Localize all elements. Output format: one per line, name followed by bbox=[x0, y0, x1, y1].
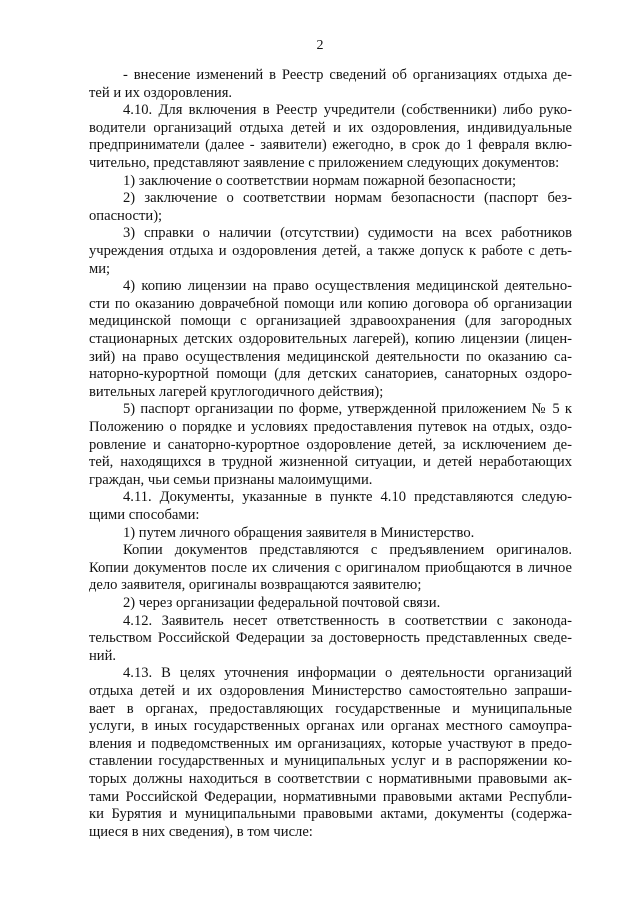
text-line: сти по оказанию доврачебной помощи или копию договора об организации bbox=[89, 295, 572, 312]
text-line: 4.13. В целях уточнения информации о деятельности организаций bbox=[123, 665, 572, 682]
text-line: торых должны находиться в соответствии с нормативными правовыми ак- bbox=[89, 771, 572, 787]
text-line: 4) копию лицензии на право осуществления медицинской деятельно- bbox=[123, 278, 572, 295]
page-number: 2 bbox=[316, 38, 324, 53]
text-line: чительно, представляют заявление с приложением следующих документов: bbox=[89, 155, 560, 171]
text-line: медицинской помощи с организацией здравоохранения (для загородных bbox=[89, 313, 572, 330]
text-line: стационарных детских оздоровительных лагерей), копию лицензии (лицен- bbox=[89, 331, 572, 347]
text-line: - внесение изменений в Реестр сведений об организациях отдыха де- bbox=[123, 67, 572, 83]
text-line: зий) на право осуществления медицинской деятельности по оказанию са- bbox=[89, 348, 572, 365]
text-line: 2) через организации федеральной почтовой связи. bbox=[123, 595, 441, 611]
text-line: учреждения отдыха и оздоровления детей, а также допуск к работе с деть- bbox=[89, 243, 572, 259]
text-line: предприниматели (далее - заявители) ежегодно, в срок до 1 февраля вклю- bbox=[89, 137, 572, 154]
text-line: ми; bbox=[89, 260, 111, 277]
text-line: тельством Российской Федерации за достоверность представленных сведе- bbox=[89, 630, 572, 647]
text-line: отдыха детей и их оздоровления Министерство самостоятельно запраши- bbox=[89, 683, 572, 699]
text-line: 1) заключение о соответствии нормам пожарной безопасности; bbox=[123, 172, 517, 189]
text-line: щиеся в них сведения), в том числе: bbox=[89, 823, 313, 840]
text-line: Копии документов представляются с предъявлением оригиналов. bbox=[123, 542, 572, 559]
text-line: 3) справки о наличии (отсутствии) судимости на всех работников bbox=[123, 225, 572, 242]
text-line: тей, находящихся в трудной жизненной ситуации, и детей неработающих bbox=[89, 454, 572, 471]
text-line: 4.10. Для включения в Реестр учредители (собственники) либо руко- bbox=[123, 102, 572, 119]
text-line: ровление и санаторно-курортное оздоровление детей, за исключением де- bbox=[89, 436, 572, 453]
text-line: ний. bbox=[89, 647, 117, 664]
text-line: 5) паспорт организации по форме, утвержденной приложением № 5 к bbox=[123, 401, 572, 418]
text-line: граждан, чьи семьи признаны малоимущими. bbox=[89, 471, 373, 488]
text-line: вает в органах, предоставляющих государственные и муниципальные bbox=[89, 700, 572, 717]
text-line: щими способами: bbox=[89, 507, 200, 523]
text-line: тей и их оздоровления. bbox=[89, 84, 233, 101]
text-line: водители организаций отдыха детей и их оздоровления, индивидуальные bbox=[89, 119, 572, 136]
text-line: 4.11. Документы, указанные в пункте 4.10 представляются следую- bbox=[123, 489, 572, 506]
text-line: 1) путем личного обращения заявителя в Министерство. bbox=[123, 524, 475, 541]
text-line: тами Российской Федерации, нормативными правовыми актами Республи- bbox=[89, 788, 572, 805]
text-line: ставлении государственных и муниципальных услуг и в распоряжении ко- bbox=[89, 753, 572, 770]
text-line: наторно-курортной помощи (для детских санаториев, санаторных оздоро- bbox=[89, 366, 572, 383]
text-line: дело заявителя, оригиналы возвращаются заявителю; bbox=[89, 577, 422, 594]
text-line: услуги, в иных государственных органах или органах местного самоупра- bbox=[89, 718, 572, 735]
text-line: вления и подведомственных им организациях, которые участвуют в предо- bbox=[89, 735, 572, 752]
text-line: Копии документов после их сличения с оригиналом приобщаются в личное bbox=[89, 559, 572, 576]
text-line: Положению о порядке и условиях предоставления путевок на отдых, оздо- bbox=[89, 419, 572, 435]
text-line: ки Бурятия и муниципальными правовыми актами, документы (содержа- bbox=[89, 806, 572, 823]
text-line: опасности); bbox=[89, 207, 163, 224]
text-line: вительных лагерей круглогодичного действия); bbox=[89, 383, 384, 400]
text-line: 4.12. Заявитель несет ответственность в соответствии с законода- bbox=[123, 612, 572, 629]
text-line: 2) заключение о соответствии нормам безопасности (паспорт без- bbox=[123, 190, 572, 207]
